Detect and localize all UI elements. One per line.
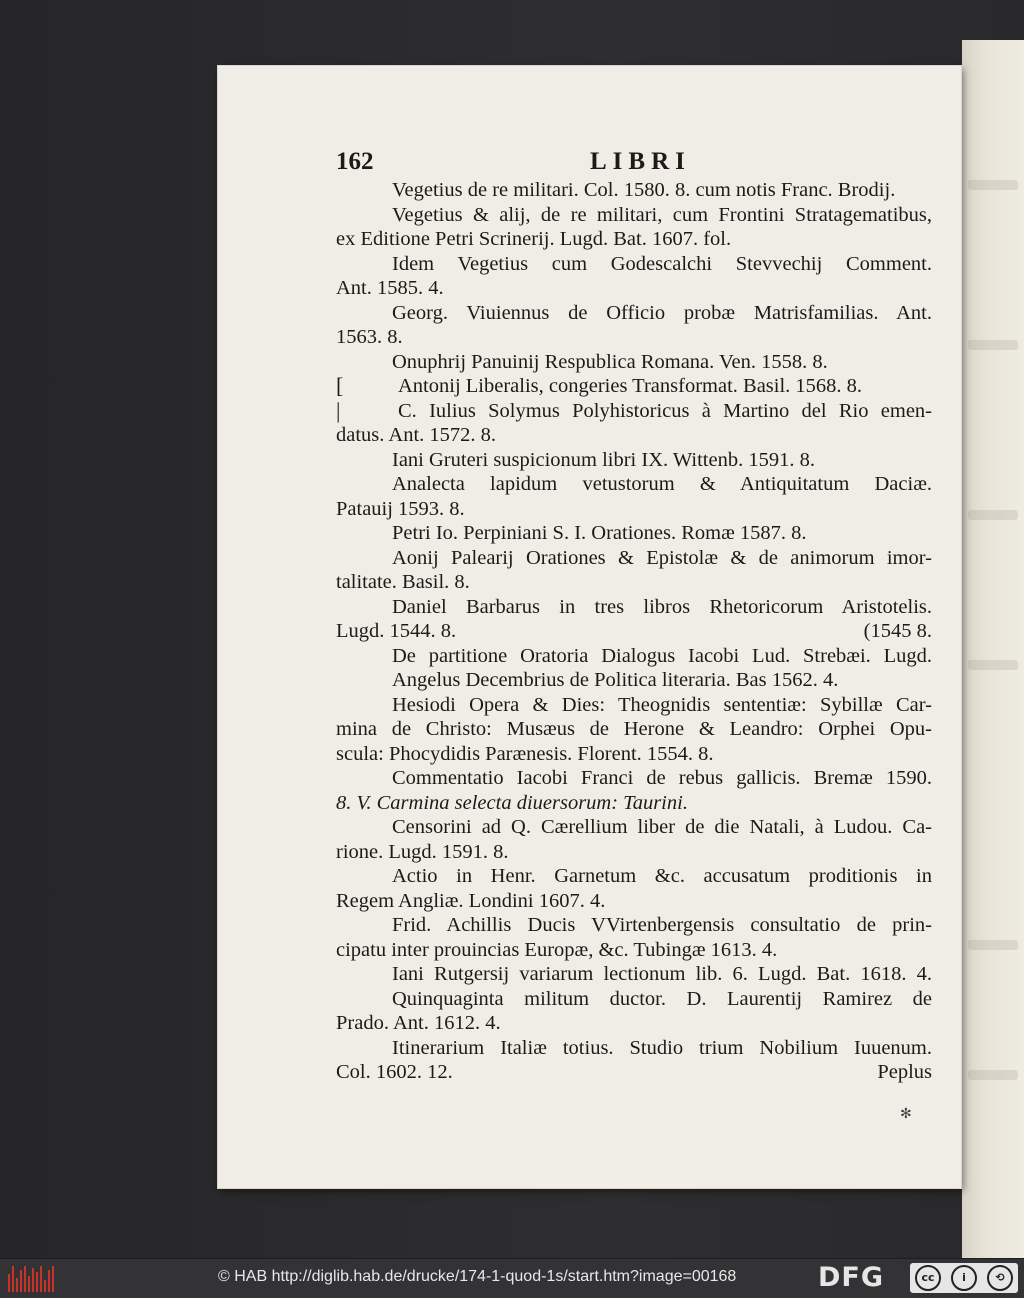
text-line: scula: Phocydidis Parænesis. Florent. 1554. 8. <box>336 742 714 765</box>
page-number: 162 <box>336 148 374 175</box>
ink-mark: ✻ <box>900 1107 912 1122</box>
book-page <box>218 66 961 1188</box>
text-line: 1563. 8. <box>336 326 403 348</box>
text-line: Hesiodi Opera & Dies: Theognidis sententiæ: Sybillæ Car- <box>392 693 932 716</box>
cc-icon: cc <box>915 1265 941 1291</box>
text-line: Angelus Decembrius de Politica literaria. Bas 1562. 4. <box>392 669 839 691</box>
text-line: Ant. 1585. 4. <box>336 277 444 299</box>
text-line: 8. V. Carmina selecta diuersorum: Taurini. <box>336 791 688 814</box>
license-badge[interactable] <box>910 1263 1018 1293</box>
by-icon: i <box>951 1265 977 1291</box>
text-line: Analecta lapidum vetustorum & Antiquitatum Daciæ. <box>392 473 932 495</box>
text-line: Itinerarium Italiæ totius. Studio trium Nobilium Iuuenum. <box>392 1036 932 1059</box>
text-line: De partitione Oratoria Dialogus Iacobi Lud. Strebæi. Lugd. <box>392 644 932 667</box>
text-line: Iani Rutgersij variarum lectionum lib. 6. Lugd. Bat. 1618. 4. <box>392 963 932 985</box>
catalog-text <box>336 178 932 1085</box>
text-line: Daniel Barbarus in tres libros Rhetoricorum Aristotelis. <box>392 595 932 618</box>
text-line: Commentatio Iacobi Franci de rebus gallicis. Bremæ 1590. <box>392 767 932 789</box>
text-line: Idem Vegetius cum Godescalchi Stevvechij Comment. <box>392 252 932 275</box>
text-line: Patauij 1593. 8. <box>336 497 465 520</box>
text-line: cipatu inter prouincias Europæ, &c. Tubingæ 1613. 4. <box>336 938 778 961</box>
dfg-logo[interactable]: DFG <box>818 1262 885 1293</box>
text-line: Georg. Viuiennus de Officio probæ Matrisfamilias. Ant. <box>392 301 932 324</box>
page-header <box>336 148 921 178</box>
text-line: Petri Io. Perpiniani S. I. Orationes. Romæ 1587. 8. <box>392 522 807 544</box>
text-line: rione. Lugd. 1591. 8. <box>336 840 509 863</box>
sa-icon: ⟲ <box>987 1265 1013 1291</box>
text-line: Iani Gruteri suspicionum libri IX. Wittenb. 1591. 8. <box>392 448 815 471</box>
text-line: Vegetius de re militari. Col. 1580. 8. cum notis Franc. Brodij. <box>392 179 896 201</box>
text-line: Regem Angliæ. Londini 1607. 4. <box>336 889 606 912</box>
source-credit-link[interactable]: © HAB http://diglib.hab.de/drucke/174-1-quod-1s/start.htm?image=00168 <box>218 1268 737 1285</box>
text-line: ex Editione Petri Scrinerij. Lugd. Bat. 1607. fol. <box>336 228 732 250</box>
bracketed-entry <box>336 374 932 448</box>
text-line: Prado. Ant. 1612. 4. <box>336 1012 501 1034</box>
hab-logo-icon <box>8 1266 54 1292</box>
text-line: Censorini ad Q. Cærellium liber de die Natali, à Ludou. Ca- <box>392 816 932 838</box>
text-line: Aonij Palearij Orationes & Epistolæ & de animorum imor- <box>392 546 932 569</box>
text-line: Lugd. 1544. 8. <box>336 620 457 642</box>
text-line: Col. 1602. 12. <box>336 1061 453 1083</box>
text-line: datus. Ant. 1572. 8. <box>336 424 497 446</box>
text-line: mina de Christo: Musæus de Herone & Leandro: Orphei Opu- <box>336 718 932 740</box>
facing-page-edge <box>962 40 1024 1258</box>
text-line: Actio in Henr. Garnetum &c. accusatum proditionis in <box>392 865 932 887</box>
viewer-footer <box>0 1258 1024 1298</box>
text-line: Frid. Achillis Ducis VVirtenbergensis consultatio de prin- <box>392 914 932 936</box>
text-line: Vegetius & alij, de re militari, cum Frontini Stratagematibus, <box>392 203 932 226</box>
catchword: Peplus <box>877 1061 932 1083</box>
text-line: (1545 8. <box>863 620 932 642</box>
text-line: talitate. Basil. 8. <box>336 571 470 593</box>
text-line: C. Iulius Solymus Polyhistoricus à Martino del Rio emen- <box>398 399 932 422</box>
text-line: Antonij Liberalis, congeries Transformat. Basil. 1568. 8. <box>398 375 863 397</box>
text-line-pair <box>336 619 932 644</box>
text-line: Quinquaginta militum ductor. D. Laurentij Ramirez de <box>392 987 932 1010</box>
bracket-mark: | <box>336 397 341 423</box>
text-line-pair <box>336 1060 932 1085</box>
text-line: Onuphrij Panuinij Respublica Romana. Ven. 1558. 8. <box>392 350 828 373</box>
running-title: LIBRI <box>590 148 691 175</box>
bracket-mark: [ <box>336 373 344 398</box>
